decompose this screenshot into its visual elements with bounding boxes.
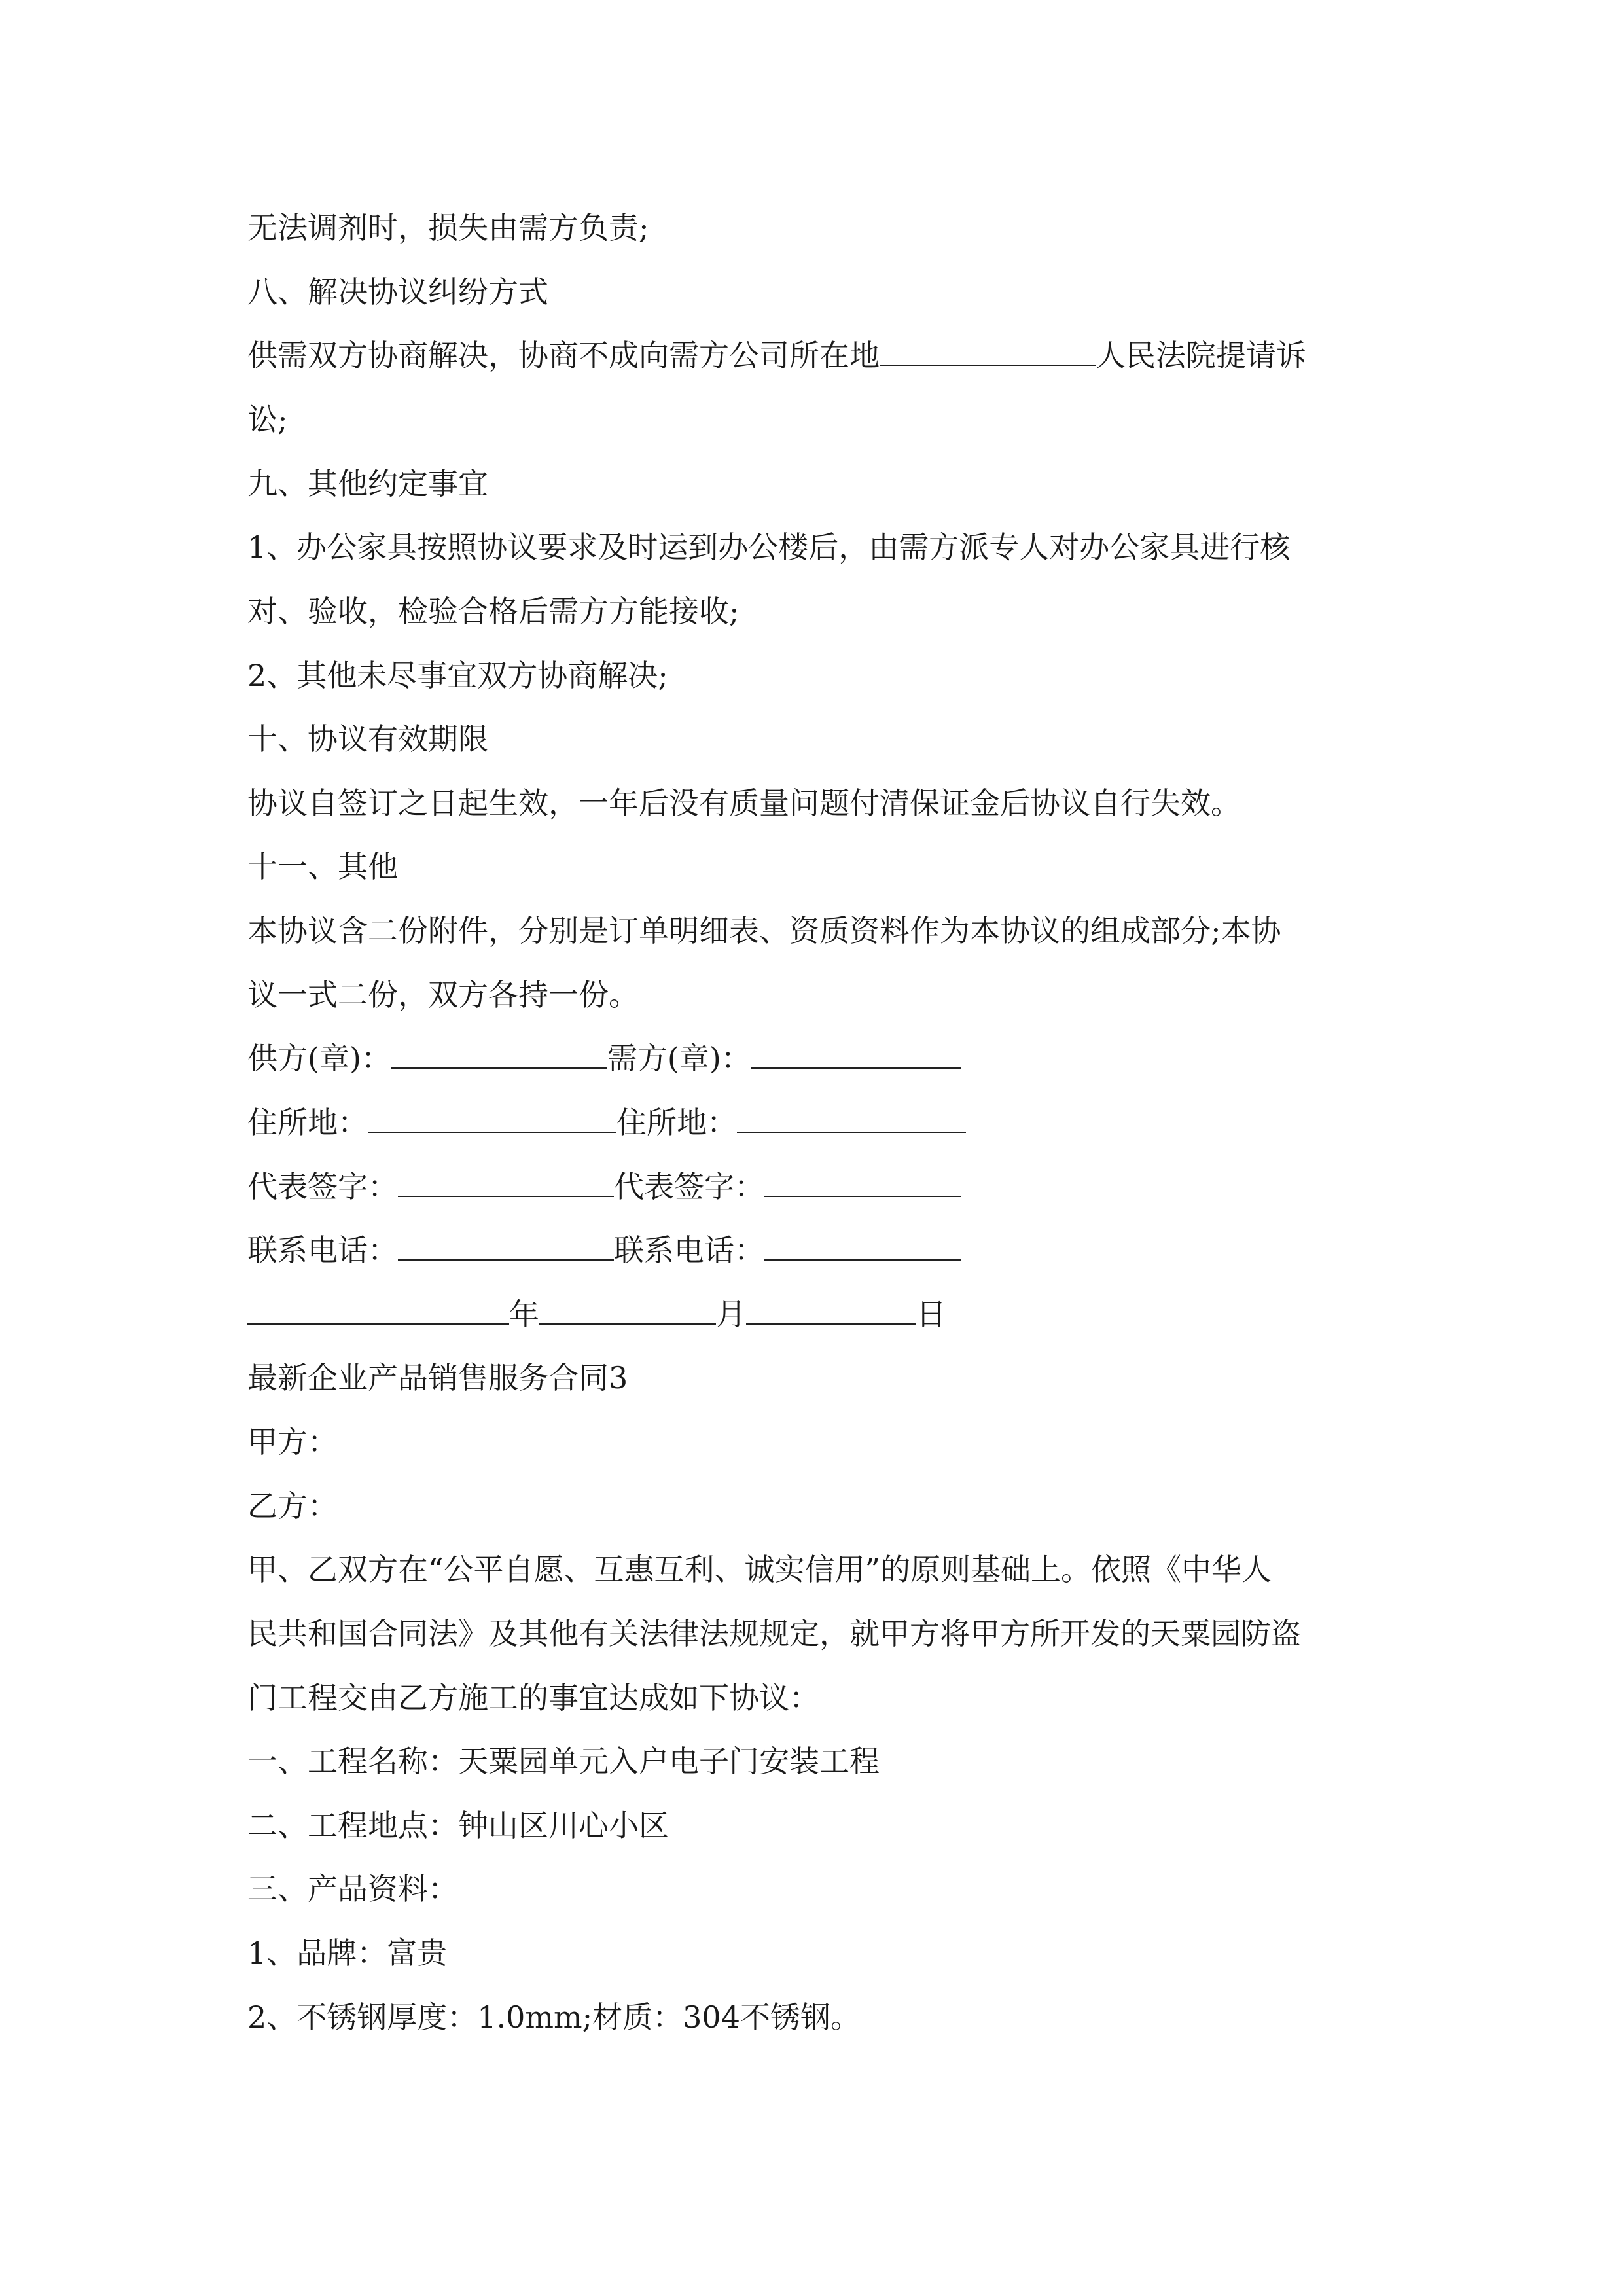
signature-row-seal: [247, 1040, 961, 1077]
supplier-address-blank: [368, 1105, 616, 1133]
signature-row-address: [247, 1104, 966, 1141]
paragraph-line: 议一式二份，双方各持一份。: [247, 977, 639, 1013]
supplier-rep-blank: [398, 1170, 614, 1197]
year-label: 年: [509, 1297, 539, 1332]
buyer-phone-label: 联系电话：: [614, 1232, 764, 1268]
buyer-seal-label: 需方(章)：: [607, 1041, 751, 1076]
paragraph-line: 民共和国合同法》及其他有关法律法规规定，就甲方将甲方所开发的天粟园防盗: [247, 1616, 1301, 1651]
court-location-blank: [880, 338, 1096, 366]
buyer-seal-blank: [751, 1041, 961, 1069]
paragraph-line: 无法调剂时，损失由需方负责;: [247, 210, 649, 245]
supplier-seal-label: 供方(章)：: [247, 1041, 391, 1076]
paragraph-line: 甲、乙双方在“公平自愿、互惠互利、诚实信用”的原则基础上。依照《中华人: [247, 1552, 1272, 1587]
product-material: 2、不锈钢厚度：1.0mm;材质：304不锈钢。: [247, 2000, 861, 2035]
party-a-label: 甲方：: [247, 1424, 338, 1460]
dispute-text: 供需双方协商解决，协商不成向需方公司所在地: [247, 338, 880, 373]
buyer-address-blank: [737, 1105, 966, 1133]
signature-row-rep: [247, 1168, 961, 1205]
buyer-phone-blank: [764, 1233, 961, 1261]
project-name: 一、工程名称：天粟园单元入户电子门安装工程: [247, 1744, 880, 1779]
project-location: 二、工程地点：钟山区川心小区: [247, 1808, 669, 1843]
contract-title: 最新企业产品销售服务合同3: [247, 1360, 628, 1395]
signature-row-phone: [247, 1232, 961, 1268]
party-b-label: 乙方：: [247, 1488, 338, 1524]
product-brand: 1、品牌：富贵: [247, 1935, 448, 1971]
month-label: 月: [716, 1297, 746, 1332]
section-heading: 十、协议有效期限: [247, 721, 488, 757]
paragraph-line: 对、验收，检验合格后需方方能接收;: [247, 594, 740, 629]
day-blank: [746, 1297, 916, 1325]
dispute-text-cont: 人民法院提请诉: [1096, 338, 1306, 373]
section-heading: 九、其他约定事宜: [247, 466, 488, 501]
paragraph-line: 本协议含二份附件，分别是订单明细表、资质资料作为本协议的组成部分;本协: [247, 913, 1281, 948]
paragraph-line: [247, 337, 1306, 374]
buyer-rep-label: 代表签字：: [614, 1169, 764, 1204]
section-heading: 八、解决协议纠纷方式: [247, 274, 548, 310]
signature-row-date: [247, 1296, 946, 1333]
section-heading: 三、产品资料：: [247, 1871, 458, 1907]
paragraph-line: 2、其他未尽事宜双方协商解决;: [247, 658, 668, 693]
supplier-address-label: 住所地：: [247, 1105, 368, 1140]
supplier-phone-label: 联系电话：: [247, 1232, 398, 1268]
paragraph-line: 1、办公家具按照协议要求及时运到办公楼后，由需方派专人对办公家具进行核: [247, 529, 1291, 565]
paragraph-line: 讼;: [247, 402, 288, 437]
buyer-rep-blank: [764, 1170, 961, 1197]
paragraph-line: 协议自签订之日起生效，一年后没有质量问题付清保证金后协议自行失效。: [247, 785, 1241, 821]
month-blank: [539, 1297, 716, 1325]
day-label: 日: [916, 1297, 946, 1332]
section-heading: 十一、其他: [247, 849, 398, 884]
supplier-phone-blank: [398, 1233, 614, 1261]
supplier-seal-blank: [391, 1041, 607, 1069]
buyer-address-label: 住所地：: [616, 1105, 737, 1140]
supplier-rep-label: 代表签字：: [247, 1169, 398, 1204]
year-blank: [247, 1297, 509, 1325]
paragraph-line: 门工程交由乙方施工的事宜达成如下协议：: [247, 1680, 819, 1715]
